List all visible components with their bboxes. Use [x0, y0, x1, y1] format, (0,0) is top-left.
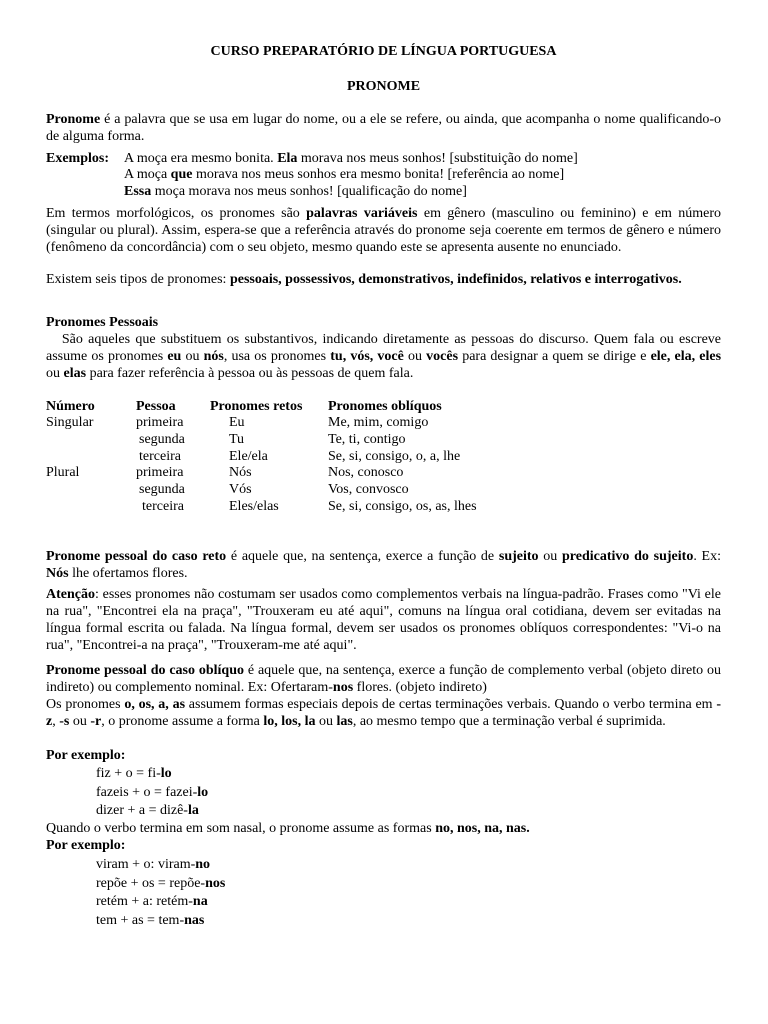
- example-label-2: Por exemplo:: [46, 838, 126, 853]
- list-item: fiz + o = fi-lo: [96, 766, 172, 781]
- list-item: tem + as = tem-nas: [96, 913, 205, 928]
- list-item: retém + a: retém-na: [96, 894, 208, 909]
- intro-paragraph: [46, 111, 721, 145]
- table-header: Pronomes oblíquos: [328, 399, 442, 414]
- example-list-2: [46, 856, 721, 930]
- pessoais-heading: Pronomes Pessoais: [46, 315, 159, 330]
- types-paragraph: Existem seis tipos de pronomes: pessoais, possessivos, demonstrativos, indefinidos, relativos e interrogativos.: [46, 272, 682, 287]
- example-line-3: Essa moça morava nos meus sonhos! [qualificação do nome]: [124, 184, 467, 199]
- examples-label: Exemplos:: [46, 151, 109, 166]
- caso-reto-paragraph: Pronome pessoal do caso reto é aquele que, na sentença, exerce a função de sujeito ou predicativo do sujeito. Ex: Nós lhe ofertamos flores.: [46, 549, 721, 581]
- topic-title: PRONOME: [346, 79, 421, 94]
- table-header: Pessoa: [136, 399, 176, 414]
- list-item: dizer + a = dizê-la: [96, 803, 199, 818]
- atencao-paragraph: Atenção: esses pronomes não costumam ser usados como complementos verbais na língua-padrão. Frases como "Vi ele na rua", "Encontrei ela na praça", "Trouxeram eu até aqui", comuns na língua oral cotidiana, devem ser evitadas na língua formal escrita ou falada. Na língua formal, devem ser usados os pronomes oblíquos correspondentes: "Vi-o na rua", "Encontrei-a na praça", "Trouxeram-me até aqui".: [46, 587, 721, 653]
- term-pronome: Pronome: [46, 112, 101, 127]
- examples-block: [46, 150, 721, 202]
- caso-obliquo-paragraph: Pronome pessoal do caso oblíquo é aquele que, na sentença, exerce a função de complemento verbal (objeto direto ou indireto) ou complemento nominal. Ex: Ofertaram-nos flores. (objeto indireto): [46, 663, 721, 695]
- example-label-1: Por exemplo:: [46, 748, 126, 763]
- list-item: repõe + os = repõe-nos: [96, 876, 226, 891]
- pessoais-paragraph: São aqueles que substituem os substantivos, indicando diretamente as pessoas do discurso. Quem fala ou escreve assume os pronomes eu ou nós, usa os pronomes tu, vós, você ou vocês para designar a quem se dirige e ele, ela, eles ou elas para fazer referência à pessoa ou às pessoas de quem fala.: [46, 332, 725, 381]
- table-header: Número: [46, 399, 95, 414]
- list-item: viram + o: viram-no: [96, 857, 211, 872]
- intro-definition: é a palavra que se usa em lugar do nome, ou a ele se refere, ou ainda, que acompanha o nome qualificando-o de alguma forma.: [46, 112, 721, 144]
- course-title: CURSO PREPARATÓRIO DE LÍNGUA PORTUGUESA: [210, 44, 557, 59]
- formas-paragraph: Os pronomes o, os, a, as assumem formas especiais depois de certas terminações verbais. Quando o verbo termina em -z, -s ou -r, o pronome assume a forma lo, los, la ou las, ao mesmo tempo que a terminação verbal é suprimida.: [46, 697, 721, 729]
- table-header: Pronomes retos: [210, 399, 303, 414]
- example-list-1: [46, 765, 721, 819]
- example-line-1: A moça era mesmo bonita. Ela morava nos meus sonhos! [substituição do nome]: [124, 151, 578, 166]
- nasal-paragraph: Quando o verbo termina em som nasal, o pronome assume as formas no, nos, na, nas.: [46, 821, 530, 836]
- example-line-2: A moça que morava nos meus sonhos era mesmo bonita! [referência ao nome]: [124, 167, 565, 182]
- list-item: fazeis + o = fazei-lo: [96, 785, 209, 800]
- morphology-paragraph: Em termos morfológicos, os pronomes são palavras variáveis em gênero (masculino ou feminino) e em número (singular ou plural). Assim, espera-se que a referência através do pronome seja coerente em termos de gênero e número (fenômeno da concordância) com o seu objeto, mesmo quando este se apresenta ausente no enunciado.: [46, 206, 721, 255]
